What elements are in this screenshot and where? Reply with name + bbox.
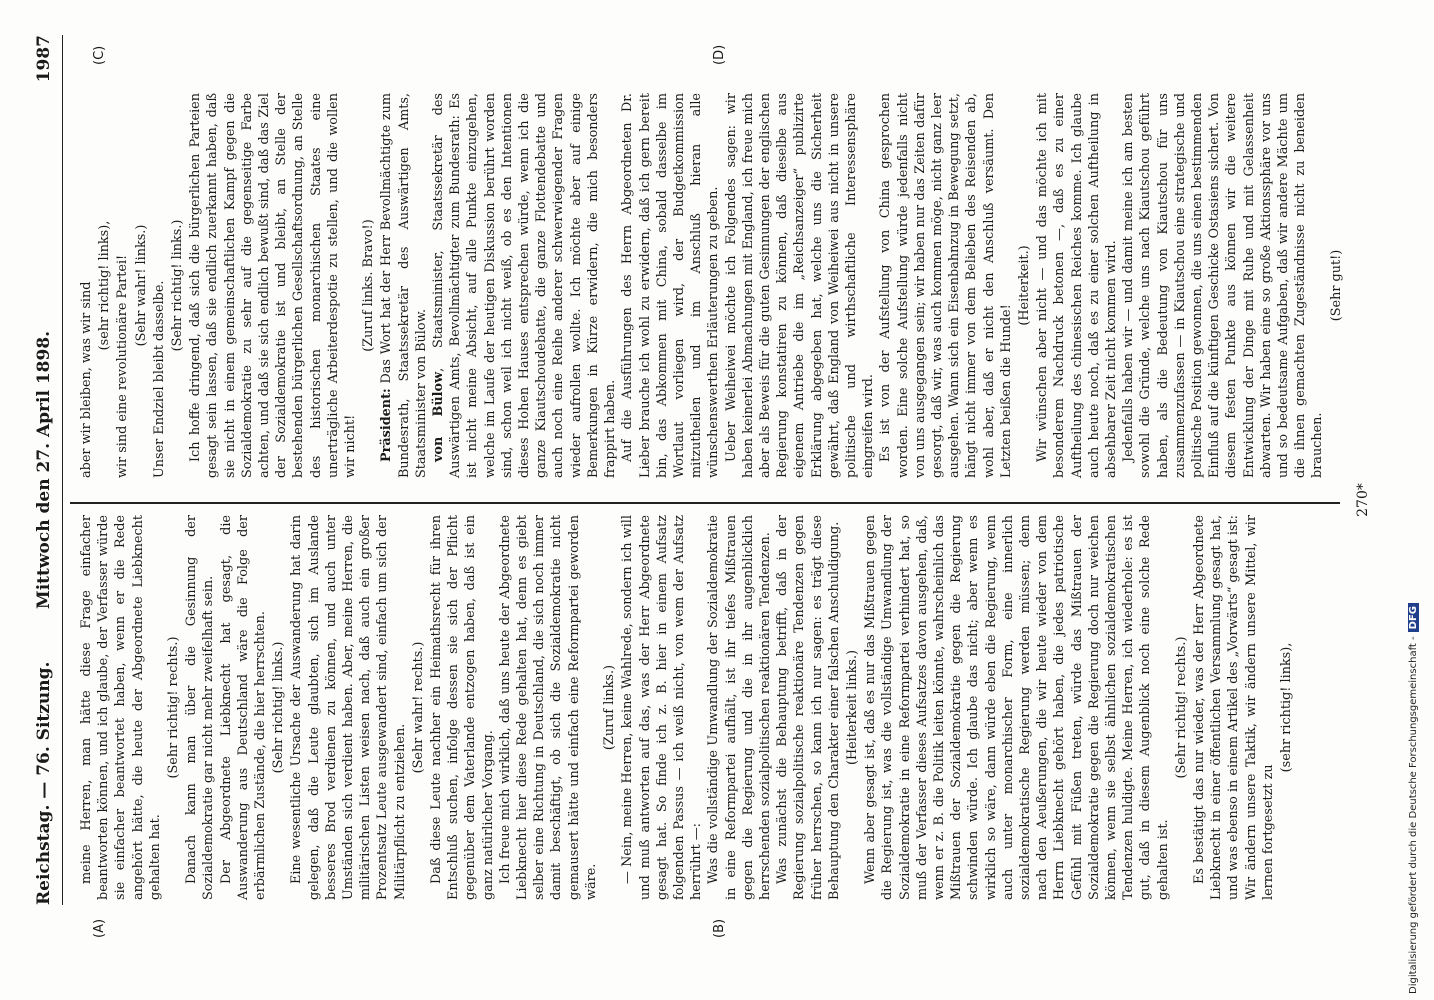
- paragraph: Ich hoffe dringend, daß sich die bürgerlichen Parteien gesagt sein lassen, daß sie endlich zuerkannt haben, daß sie nicht in einem gemeinschaftlichen Kampf gegen die Sozialdemokratie zu sehr auf die gegenseitige Farbe achten, und daß sie sich endlich bewußt sind, daß das Ziel der Sozialdemokratie ist und bleibt, an Stelle der bestehenden bürgerlichen Gesellschaftsordnung, an Stelle des historischen monarchischen Staates eine unerträgliche Arbeiterdespotie zu stellen, und die wollen wir nicht!: [188, 93, 359, 478]
- paragraph: Daß diese Leute nachher ein Heimathsrecht für ihren Entschluß suchen, infolge dessen sie sich der Pflicht gegenüber dem Vaterlande entzogen haben, daß ist ein ganz natürlicher Vorgang.: [429, 515, 496, 900]
- paragraph: Jedenfalls haben wir — und damit meine ich am besten sowohl die Gründe, welche uns nach Kiautschou geführt haben, als die Bedeutung von Kiautschou für uns zusammenzufassen — in Kiautschou eine strategische und politische Position gewonnen, die uns einen bestimmenden Einfluß auf die künftigen Geschicke Ostasiens sichert. Von diesem festen Punkte aus können wir die weitere Entwicklung der Dinge mit Ruhe und mit Gelassenheit abwarten. Wir haben eine so große Aktionssphäre vor uns und so bedeutsame Aufgaben, daß wir andere Mächte um die ihnen gemachten Zugeständnisse nicht zu beneiden brauchen.: [1121, 93, 1326, 478]
- page-number: 270*: [1355, 483, 1371, 517]
- interjection: (Zuruf links.): [602, 664, 618, 751]
- paragraph: Eine wesentliche Ursache der Auswanderung hat darin gelegen, daß die Leute glaubten, sich im Auslande besseres Brod verdienen zu können, und auch unter Umständen sich verdient haben. Aber, meine Herren, die militärischen Listen weisen nach, daß auch ein großer Prozentsatz Leute ausgewandert sind, einfach um sich der Militärpflicht zu entziehen.: [289, 515, 408, 900]
- paragraph: von Bülow, Staatsminister, Staatssekretär des Auswärtigen Amts, Bevollmächtigter zum Bundesrath: Es ist nicht meine Absicht, auf alle Punkte einzugehen, welche im Laufe der heutigen Diskussion berührt worden sind, schon weil ich nicht weiß, ob es den Intentionen dieses Hohen Hauses entsprechen würde, wenn ich die ganze Kiautschoudebatte, die ganze Flottendebatte und auch noch eine Reihe anderer schwerwiegender Fragen wieder aufrollen wollte. Ich möchte aber auf einige Bemerkungen in Kürze erwidern, die mich besonders frappirt haben.: [431, 93, 619, 478]
- margin-marker-d: (D): [712, 44, 727, 65]
- paragraph: Wenn aber gesagt ist, daß es nur das Mißtrauen gegen die Regierung ist, was die vollständige Umwandlung der Sozialdemokratie in eine Reformpartei verhindert hat, so muß der Verfasser dieses Aufsatzes davon ausgehen, daß, wenn er z. B. die Politik leiten könnte, wahrscheinlich das Mißtrauen der Sozialdemokratie gegen die Regierung schwinden würde. Ich glaube das nicht; aber wenn es wirklich so wäre, dann würde eben die Regierung, wenn auch unter monarchischer Form, eine innerlich sozialdemokratische Regierung werden müssen; denn nach den Aeußerungen, die wir heute wieder von dem Herrn Liebknecht gehört haben, die jedes patriotische Gefühl mit Füßen treten, würde das Mißtrauen der Sozialdemokratie gegen die Regierung doch nur weichen können, wenn sie selbst ähnlichen sozialdemokratischen Tendenzen huldigte. Meine Herren, ich wiederhole: es ist gut, daß in diesem Augenblick noch eine solche Rede gehalten ist.: [863, 515, 1171, 900]
- paragraph: Unser Endziel bleibt dasselbe.: [151, 280, 167, 478]
- paragraph: Was zunächst die Behauptung betrifft, daß in der Regierung sozialpolitische reaktionäre Tendenzen gegen früher herrschen, so kann ich nur sagen: es trägt diese Behauptung den Charakter einer falschen Anschuldigung.: [775, 515, 842, 900]
- interjection: (Sehr wahr! rechts.): [410, 641, 426, 774]
- paragraph: — Nein, meine Herren, keine Wahlrede, sondern ich will und muß antworten auf das, was der Herr Abgeordnete gesagt hat. So finde ich z. B. hier in einem Aufsatz folgenden Passus — ich weiß nicht, von wem der Aufsatz herrührt —:: [620, 515, 705, 900]
- right-column: [78, 93, 1344, 478]
- paragraph: Wir wünschen aber nicht — und das möchte ich mit besonderem Nachdruck betonen —, daß es zu einer Auftheilung des chinesischen Reiches komme. Ich glaube auch heute noch, daß es zu einer solchen Auftheilung in absehbarer Zeit nicht kommen wird.: [1035, 93, 1119, 478]
- paragraph: Ueber Weiheiwei möchte ich Folgendes sagen: wir haben keinerlei Abmachungen mit England, ich freue mich aber als Beweis für die guten Gesinnungen der englischen Regierung konstatiren zu können, daß dieselbe aus eigenem Antriebe die im „Reichsanzeiger“ publizirte Erklärung abgegeben hat, welche uns die Sicherheit gewährt, daß England von Weiheiwei aus nicht in unsere politische und wirthschaftliche Interessensphäre eingreifen wird.: [723, 93, 877, 478]
- interjection: (Heiterkeit links.): [844, 649, 860, 766]
- margin-marker-a: (A): [92, 918, 107, 938]
- paragraph: Was die vollständige Umwandlung der Sozialdemokratie in eine Reformpartei aufhält, ist ihr tiefes Mißtrauen gegen die Regierung und die in ihr augenblicklich herrschenden sozialpolitischen reaktionären Tendenzen.: [706, 515, 773, 900]
- margin-marker-b: (B): [712, 918, 727, 938]
- interjection: (Sehr gut!): [1328, 249, 1344, 322]
- interjection: (Sehr richtig! links.): [271, 641, 287, 774]
- header-page-number: 1987: [34, 35, 54, 83]
- paragraph: meine Herren, man hätte diese Frage einfacher beantworten können, und ich glaube, der Verfasser würde sie einfacher beantwortet haben, wenn er die Rede angehört hätte, die heute der Abgeordnete Liebknecht gehalten hat.: [79, 515, 163, 900]
- digitization-footer: [1408, 603, 1419, 994]
- paragraph: Auf die Ausführungen des Herrn Abgeordneten Dr. Lieber brauche ich wohl zu erwidern, daß ich gern bereit bin, das Abkommen mit China, sobald dasselbe im Wortlaut vorliegen wird, der Budgetkommission mitzutheilen und im Anschluß hieran alle wünschenswerthen Erläuterungen zu geben.: [620, 93, 722, 478]
- interjection: (sehr richtig! links),: [97, 220, 113, 351]
- paragraph: Es bestätigt das nur wieder, was der Herr Abgeordnete Liebknecht in einer öffentlichen Versammlung gesagt hat, und was ebenso in einem Artikel des „Vorwärts“ gesagt ist: Wir ändern unsere Taktik, wir ändern unsere Mittel, wir lernen fortgesetzt zu: [1192, 515, 1276, 900]
- paragraph: aber wir bleiben, was wir sind: [79, 281, 94, 478]
- paragraph: Ich freue mich wirklich, daß uns heute der Abgeordnete Liebknecht hier diese Rede gehalten hat, denn es giebt selber eine Richtung in Deutschland, die sich noch immer damit beschäftigt, ob sich die Sozialdemokratie nicht gemausert hätte und einfach eine Reformpartei geworden wäre.: [497, 515, 599, 900]
- interjection: (Zuruf links. Bravo!): [361, 219, 377, 352]
- interjection: (Sehr richtig! links.): [170, 219, 186, 352]
- margin-marker-c: (C): [92, 45, 107, 65]
- interjection: (Heiterkeit.): [1016, 245, 1032, 326]
- header-left: Reichstag. — 76. Sitzung.: [34, 661, 54, 905]
- header-center: Mittwoch den 27. April 1898.: [34, 330, 54, 610]
- paragraph: Präsident: Das Wort hat der Herr Bevollmächtigte zum Bundesrath, Staatssekretär des Auswärtigen Amts, Staatsminister von Bülow.: [379, 93, 429, 478]
- interjection: (Sehr wahr! links.): [133, 224, 149, 347]
- paragraph: Danach kann man über die Gesinnung der Sozialdemokratie gar nicht mehr zweifelhaft sein.: [184, 515, 217, 900]
- paragraph: Es ist von der Aufstellung von China gesprochen worden. Eine solche Aufstellung würde jedenfalls nicht von uns ausgegangen sein; wir haben nur das Zeiten dafür gesorgt, daß wir, was auch kommen möge, nicht ganz leer ausgehen. Wann sich ein Eisenbahnzug in Bewegung setzt, hängt nicht immer von dem Belieben des Reisenden ab, wohl aber, daß er nicht den Anschluß versäumt. Den Letzten beißen die Hunde!: [878, 93, 1014, 478]
- paragraph: wir sind eine revolutionäre Partei!: [115, 254, 131, 478]
- dfg-logo: DFG: [1408, 603, 1419, 632]
- paragraph: Der Abgeordnete Liebknecht hat gesagt, die Auswanderung aus Deutschland wäre die Folge der erbärmlichen Zustände, die hier herrschten.: [218, 515, 269, 900]
- interjection: (sehr richtig! links),: [1279, 642, 1295, 773]
- running-header: [30, 35, 63, 905]
- interjection: (Sehr richtig! rechts.): [1173, 636, 1189, 779]
- left-column: [78, 515, 1333, 900]
- column-divider: [70, 503, 1340, 505]
- interjection: (Sehr richtig! rechts.): [166, 636, 182, 779]
- footer-text: Digitalisierung gefördert durch die Deutsche Forschungsgemeinschaft -: [1408, 636, 1419, 994]
